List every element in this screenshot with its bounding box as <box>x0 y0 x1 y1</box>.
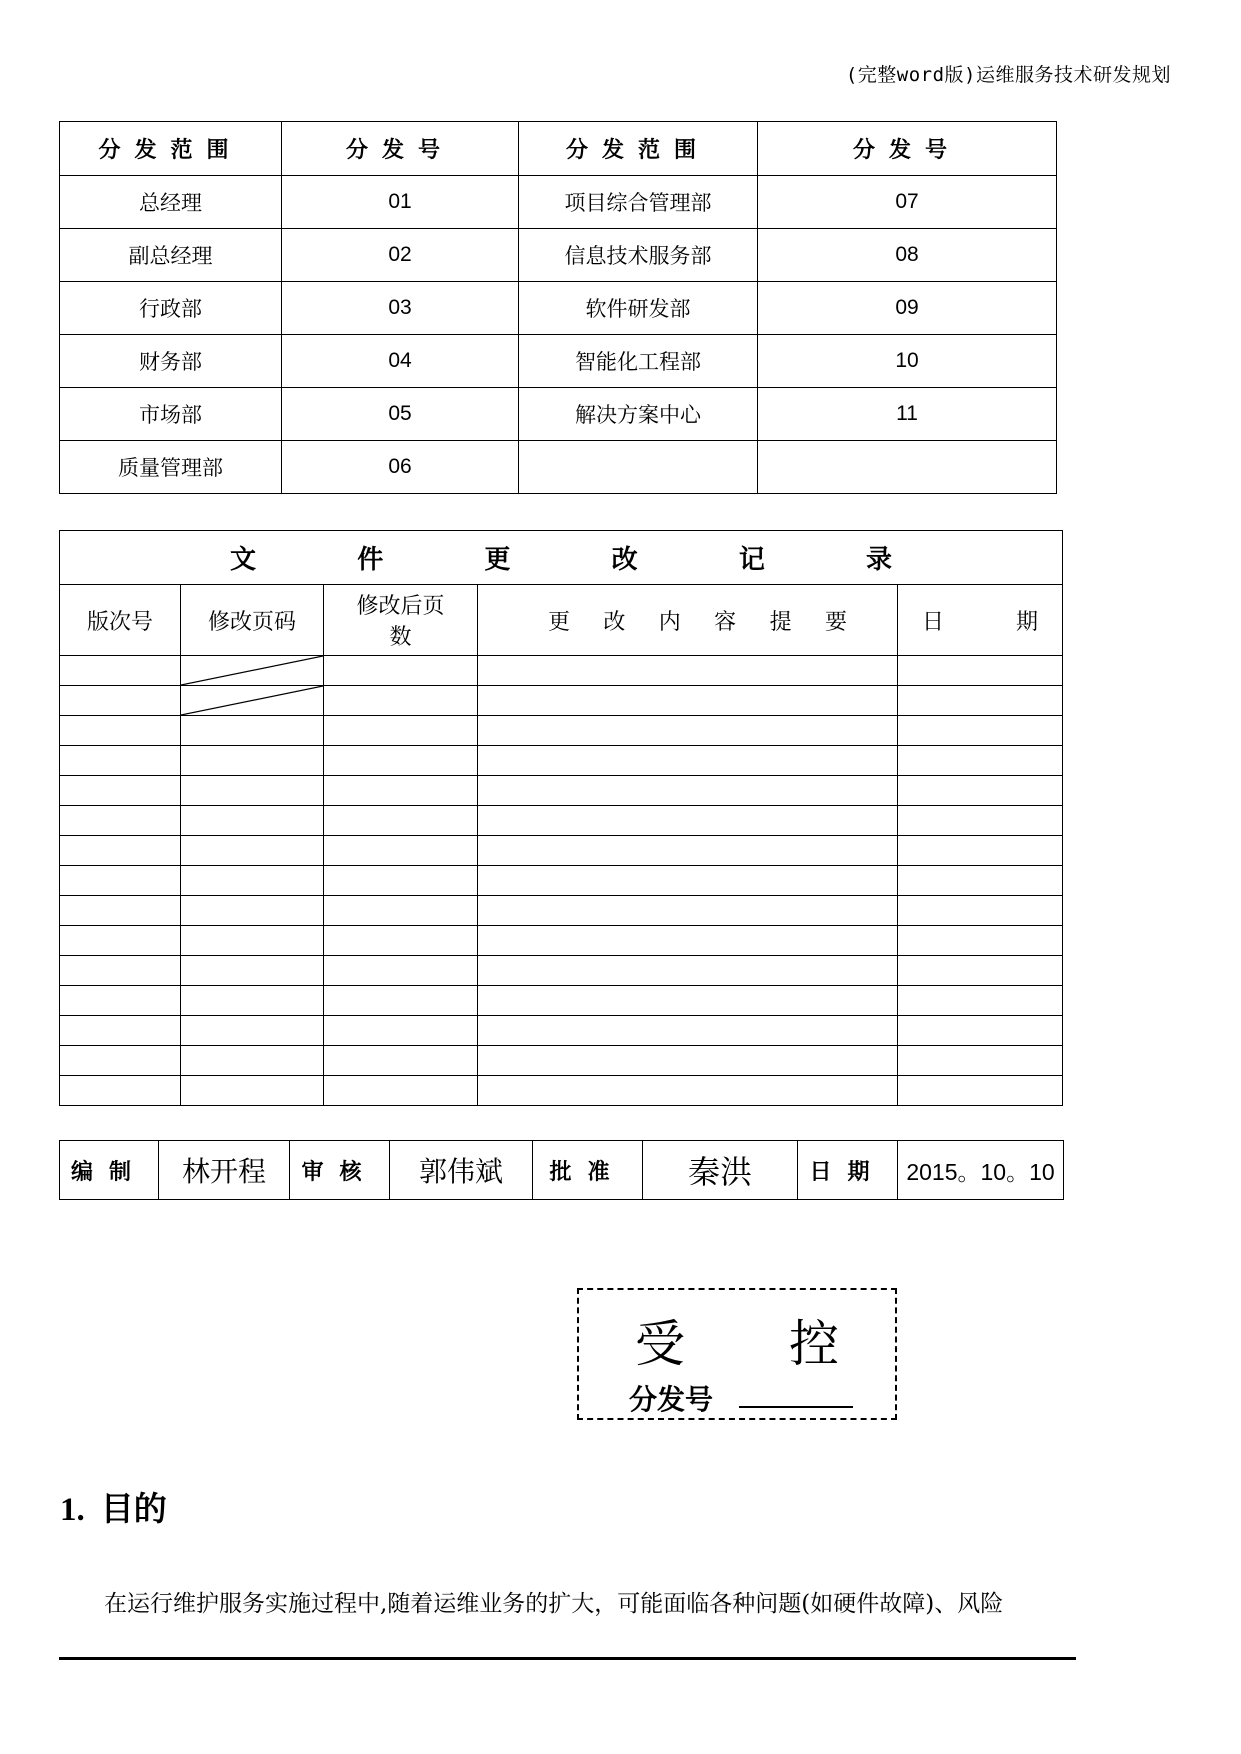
table-row <box>60 282 1057 335</box>
change-record-cell <box>60 866 181 896</box>
change-record-cell <box>898 806 1063 836</box>
distribution-header-scope: 分发范围 <box>60 122 282 176</box>
change-record-cell <box>898 1076 1063 1106</box>
change-record-cell <box>60 1046 181 1076</box>
change-record-cell <box>478 1076 898 1106</box>
change-record-cell <box>898 716 1063 746</box>
change-record-cell <box>898 686 1063 716</box>
change-record-cell <box>60 986 181 1016</box>
change-record-cell <box>478 806 898 836</box>
compile-label: 编制 <box>60 1141 159 1200</box>
title-char: 件 <box>357 545 384 575</box>
footer-rule <box>59 1657 1076 1660</box>
change-record-row <box>60 986 1063 1016</box>
change-record-cell <box>181 1046 324 1076</box>
change-record-cell <box>181 686 324 716</box>
change-record-cell <box>181 986 324 1016</box>
change-record-row <box>60 836 1063 866</box>
distribution-header-number: 分发号 <box>758 122 1057 176</box>
change-record-row <box>60 1046 1063 1076</box>
approve-label: 批准 <box>533 1141 643 1200</box>
table-cell: 08 <box>758 229 1057 282</box>
change-record-cell <box>60 896 181 926</box>
change-record-header-row <box>60 585 1063 656</box>
change-record-cell <box>898 956 1063 986</box>
change-record-rows <box>60 656 1063 1106</box>
change-record-row <box>60 776 1063 806</box>
table-cell <box>758 441 1057 494</box>
change-record-row <box>60 746 1063 776</box>
change-record-cell <box>478 836 898 866</box>
section-number: 1. <box>60 1492 85 1528</box>
change-record-cell <box>181 1076 324 1106</box>
table-cell: 项目综合管理部 <box>519 176 758 229</box>
stamp-distribution-blank <box>739 1406 853 1408</box>
title-char: 录 <box>866 545 893 575</box>
change-record-cell <box>898 986 1063 1016</box>
change-record-cell <box>324 806 478 836</box>
change-record-cell <box>324 866 478 896</box>
distribution-header-row <box>60 122 1057 176</box>
change-record-title <box>60 531 1063 585</box>
table-cell: 信息技术服务部 <box>519 229 758 282</box>
signoff-table <box>59 1140 1064 1200</box>
change-record-cell <box>898 896 1063 926</box>
change-record-cell <box>324 926 478 956</box>
title-char: 记 <box>738 545 765 575</box>
change-record-cell <box>478 656 898 686</box>
summary-char: 容 <box>714 609 737 635</box>
change-record-cell <box>60 686 181 716</box>
table-cell: 软件研发部 <box>519 282 758 335</box>
change-record-cell <box>898 1016 1063 1046</box>
change-record-cell <box>324 656 478 686</box>
change-record-row <box>60 1016 1063 1046</box>
document-header-title: (完整word版)运维服务技术研发规划 <box>845 64 1171 86</box>
change-record-cell <box>324 1046 478 1076</box>
change-record-cell <box>181 716 324 746</box>
header-modified-pages: 修改页码 <box>181 585 324 656</box>
change-record-cell <box>898 926 1063 956</box>
change-record-cell <box>181 776 324 806</box>
controlled-stamp <box>577 1288 897 1420</box>
change-record-cell <box>898 836 1063 866</box>
change-record-cell <box>60 956 181 986</box>
change-record-cell <box>898 746 1063 776</box>
review-label: 审核 <box>290 1141 390 1200</box>
title-char: 更 <box>484 545 511 575</box>
table-row <box>60 229 1057 282</box>
section-heading <box>60 1483 167 1530</box>
change-record-cell <box>181 866 324 896</box>
change-record-cell <box>478 686 898 716</box>
header-pages-after-line1: 修改后页 <box>356 594 445 619</box>
change-record-cell <box>60 806 181 836</box>
change-record-cell <box>478 776 898 806</box>
stamp-title-char: 受 <box>635 1315 685 1373</box>
change-record-cell <box>324 1016 478 1046</box>
change-record-cell <box>324 986 478 1016</box>
change-record-cell <box>898 1046 1063 1076</box>
reviewer-name: 郭伟斌 <box>390 1141 533 1200</box>
distribution-header-scope: 分发范围 <box>519 122 758 176</box>
change-record-cell <box>181 1016 324 1046</box>
table-cell: 03 <box>282 282 519 335</box>
change-record-cell <box>324 956 478 986</box>
table-row <box>60 441 1057 494</box>
change-record-row <box>60 956 1063 986</box>
change-record-cell <box>478 956 898 986</box>
approver-name: 秦洪 <box>643 1141 798 1200</box>
stamp-title <box>579 1304 895 1376</box>
table-cell: 总经理 <box>60 176 282 229</box>
change-record-cell <box>478 746 898 776</box>
table-cell: 解决方案中心 <box>519 388 758 441</box>
table-cell: 09 <box>758 282 1057 335</box>
table-cell <box>519 441 758 494</box>
change-record-cell <box>60 1076 181 1106</box>
change-record-cell <box>478 1016 898 1046</box>
stamp-distribution-label: 分发号 <box>629 1383 714 1416</box>
date-char: 日 <box>922 609 945 635</box>
table-cell: 智能化工程部 <box>519 335 758 388</box>
change-record-cell <box>478 896 898 926</box>
change-record-cell <box>60 746 181 776</box>
table-cell: 行政部 <box>60 282 282 335</box>
table-cell: 质量管理部 <box>60 441 282 494</box>
table-cell: 财务部 <box>60 335 282 388</box>
header-version: 版次号 <box>60 585 181 656</box>
change-record-row <box>60 716 1063 746</box>
table-cell: 副总经理 <box>60 229 282 282</box>
table-cell: 10 <box>758 335 1057 388</box>
change-record-cell <box>478 926 898 956</box>
distribution-table <box>59 121 1057 494</box>
change-record-cell <box>324 686 478 716</box>
change-record-cell <box>60 926 181 956</box>
change-record-row <box>60 866 1063 896</box>
change-record-row <box>60 896 1063 926</box>
table-cell: 04 <box>282 335 519 388</box>
change-record-cell <box>60 716 181 746</box>
table-cell: 11 <box>758 388 1057 441</box>
table-cell: 02 <box>282 229 519 282</box>
change-record-cell <box>60 656 181 686</box>
change-record-row <box>60 656 1063 686</box>
change-record-cell <box>324 1076 478 1106</box>
change-record-cell <box>181 746 324 776</box>
header-date <box>898 585 1063 656</box>
header-pages-after <box>324 585 478 656</box>
change-record-cell <box>478 986 898 1016</box>
change-record-cell <box>478 866 898 896</box>
change-record-cell <box>60 1016 181 1046</box>
signoff-date: 2015。10。10 <box>898 1141 1064 1200</box>
table-row <box>60 335 1057 388</box>
section-title: 目的 <box>100 1489 167 1528</box>
change-record-cell <box>898 776 1063 806</box>
change-record-cell <box>60 836 181 866</box>
change-record-row <box>60 686 1063 716</box>
change-record-cell <box>324 746 478 776</box>
change-record-cell <box>478 716 898 746</box>
change-record-cell <box>324 836 478 866</box>
change-record-title-row <box>60 531 1063 585</box>
change-record-cell <box>181 806 324 836</box>
change-record-cell <box>181 896 324 926</box>
change-record-cell <box>898 866 1063 896</box>
change-record-row <box>60 1076 1063 1106</box>
stamp-title-char: 控 <box>789 1315 839 1373</box>
table-cell: 07 <box>758 176 1057 229</box>
change-record-cell <box>324 776 478 806</box>
table-row <box>60 388 1057 441</box>
date-char: 期 <box>1016 609 1039 635</box>
summary-char: 更 <box>548 609 571 635</box>
change-record-row <box>60 806 1063 836</box>
change-record-cell <box>181 836 324 866</box>
change-record-cell <box>181 956 324 986</box>
header-summary <box>478 585 898 656</box>
header-pages-after-line2: 数 <box>389 625 412 650</box>
table-cell: 市场部 <box>60 388 282 441</box>
title-char: 改 <box>611 545 638 575</box>
change-record-cell <box>181 926 324 956</box>
summary-char: 内 <box>658 609 681 635</box>
change-record-row <box>60 926 1063 956</box>
body-paragraph: 在运行维护服务实施过程中,随着运维业务的扩大，可能面临各种问题(如硬件故障)、风险 <box>104 1591 1004 1617</box>
change-record-cell <box>478 1046 898 1076</box>
change-record-cell <box>60 776 181 806</box>
signoff-row <box>60 1141 1064 1200</box>
table-row <box>60 176 1057 229</box>
summary-char: 提 <box>769 609 792 635</box>
table-cell: 05 <box>282 388 519 441</box>
title-char: 文 <box>230 545 257 575</box>
change-record-cell <box>898 656 1063 686</box>
change-record-cell <box>324 896 478 926</box>
table-cell: 01 <box>282 176 519 229</box>
table-cell: 06 <box>282 441 519 494</box>
distribution-header-number: 分发号 <box>282 122 519 176</box>
change-record-cell <box>324 716 478 746</box>
summary-char: 改 <box>603 609 626 635</box>
date-label: 日期 <box>798 1141 898 1200</box>
change-record-table <box>59 530 1063 1106</box>
summary-char: 要 <box>824 609 847 635</box>
compiler-name: 林开程 <box>159 1141 290 1200</box>
change-record-cell <box>181 656 324 686</box>
